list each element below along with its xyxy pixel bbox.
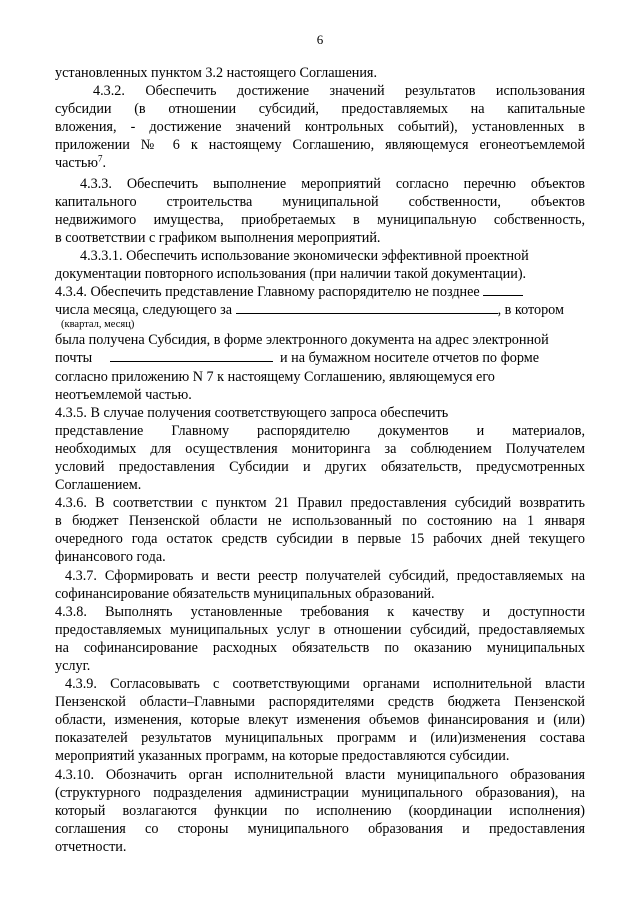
text-line: Пензенской области–Главными распорядителями средств бюджета Пензенской	[55, 694, 585, 711]
text-fragment: , в котором	[497, 302, 564, 319]
text-line	[55, 301, 585, 319]
blank-field	[110, 349, 273, 362]
text-line: области, изменения, которые влекут изменения объемов финансирования и (или)	[55, 712, 585, 729]
text-line: на софинансирование расходных обязательств по оказанию муниципальных	[55, 639, 585, 656]
text-line: 4.3.7. Сформировать и вести реестр получателей субсидий, предоставляемых на	[65, 567, 585, 584]
text-line: 4.3.3. Обеспечить выполнение мероприятий согласно перечню объектов	[80, 175, 585, 192]
text-line: неотъемлемой частью.	[55, 386, 192, 403]
text-line	[55, 283, 585, 301]
text-line: 4.3.6. В соответствии с пунктом 21 Правил предоставления субсидий возвратить	[55, 495, 585, 512]
text-line: капитального строительства муниципальной собственности, объектов	[55, 193, 585, 210]
text-line: 4.3.2. Обеспечить достижение значений результатов использования	[93, 83, 585, 100]
text-line: субсидии (в отношении субсидий, предоставляемых на капитальные	[55, 101, 585, 118]
text-fragment: .	[102, 155, 107, 172]
text-line: 4.3.10. Обозначить орган исполнительной власти муниципального образования	[55, 766, 585, 783]
text-line: представление Главному распорядителю документов и материалов,	[55, 422, 585, 439]
text-line: в бюджет Пензенской области не использованный по состоянию на 1 января	[55, 513, 585, 530]
text-fragment: 4.3.4. Обеспечить представление Главному распорядителю не позднее	[55, 284, 480, 301]
text-line: очередного года остаток средств субсидии в первые 15 рабочих дней текущего	[55, 531, 585, 548]
text-line: софинансирование обязательств муниципальных образований.	[55, 585, 435, 602]
text-line: 4.3.8. Выполнять установленные требования к качеству и доступности	[55, 603, 585, 620]
text-line: установленных пунктом 3.2 настоящего Соглашения.	[55, 65, 378, 81]
text-line: условий предоставления Субсидии и других обязательств, предусмотренных	[55, 458, 585, 475]
text-line: мероприятий указанных программ, на которые предоставляются субсидии.	[55, 748, 510, 765]
text-line	[55, 154, 585, 172]
text-fragment: частью	[55, 155, 98, 172]
text-line: предоставляемых муниципальных услуг в отношении субсидий, предоставляемых	[55, 621, 585, 638]
text-line: показателей результатов муниципальных программ и (или)изменения состава	[55, 730, 585, 747]
text-line: финансового года.	[55, 549, 166, 566]
text-line: необходимых для осуществления мониторинга за соблюдением Получателем	[55, 440, 585, 457]
text-line	[55, 349, 585, 367]
text-line: в соответствии с графиком выполнения мероприятий.	[55, 229, 381, 246]
blank-field	[483, 283, 523, 296]
text-line: 4.3.9. Согласовывать с соответствующими органами исполнительной власти	[65, 676, 585, 693]
text-line: недвижимого имущества, приобретаемых в муниципальную собственность,	[55, 211, 585, 228]
text-fragment: почты	[55, 350, 93, 367]
blank-field	[236, 301, 498, 314]
text-line: (структурного подразделения администрации муниципального образования), на	[55, 784, 585, 801]
footnote-marker: 7	[98, 153, 103, 164]
text-line: который возлагаются функции по исполнению (координации исполнения)	[55, 802, 585, 819]
text-line: 4.3.5. В случае получения соответствующего запроса обеспечить	[55, 404, 449, 421]
text-fragment: числа месяца, следующего за	[55, 302, 233, 319]
text-fragment: и на бумажном носителе отчетов по форме	[280, 350, 540, 367]
page-number: 6	[316, 32, 324, 47]
field-hint: (квартал, месяц)	[61, 319, 135, 331]
text-line: Соглашением.	[55, 477, 142, 494]
text-line: приложении № 6 к настоящему Соглашению, являющемуся егонеотъемлемой	[55, 137, 585, 154]
document-body	[55, 64, 585, 856]
text-line: соглашения со стороны муниципального образования и предоставления	[55, 820, 585, 837]
text-line: согласно приложению N 7 к настоящему Соглашению, являющемуся его	[55, 368, 495, 385]
text-line: 4.3.3.1. Обеспечить использование экономически эффективной проектной	[80, 247, 529, 264]
text-line: вложения, - достижение значений контрольных событий), установленных в	[55, 119, 585, 136]
text-line: была получена Субсидия, в форме электронного документа на адрес электронной	[55, 332, 549, 349]
text-line: услуг.	[55, 658, 91, 674]
text-line: отчетности.	[55, 838, 127, 855]
text-line: документации повторного использования (при наличии такой документации).	[55, 266, 527, 283]
